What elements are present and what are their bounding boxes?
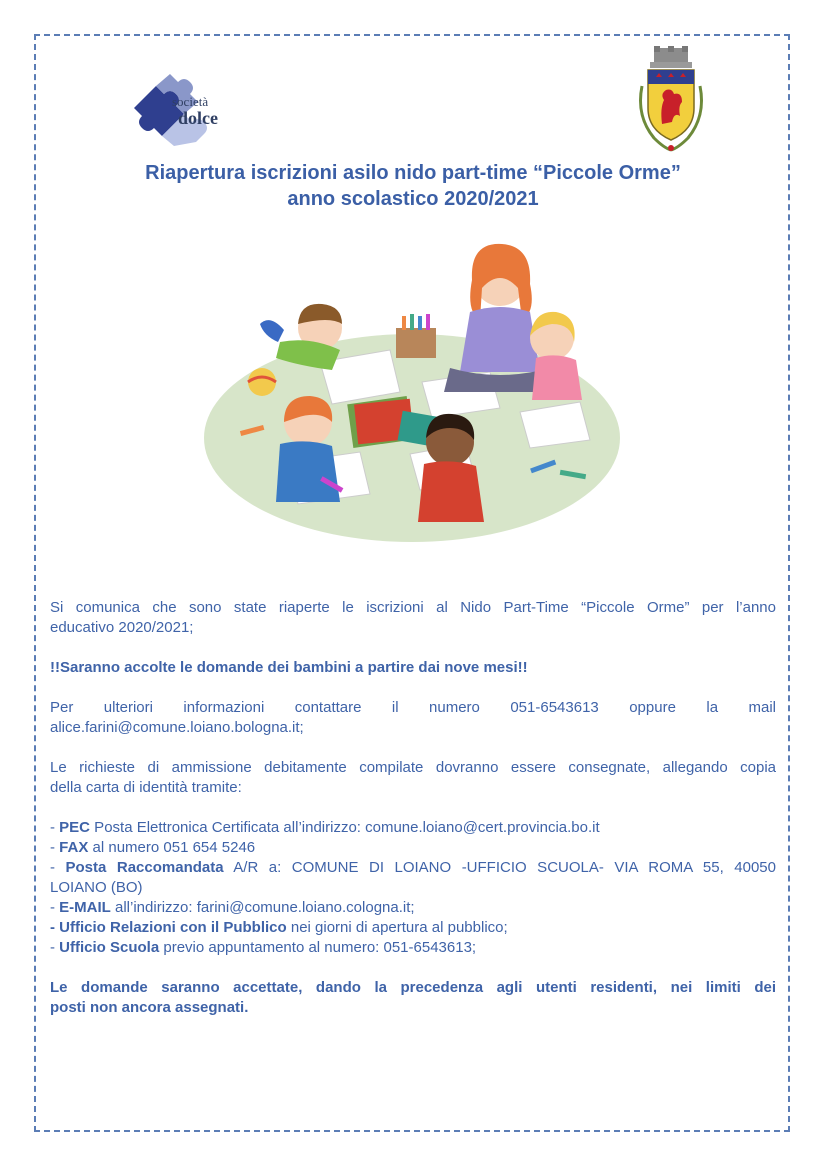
closing-line-1: Le domande saranno accettate, dando la precedenza agli utenti residenti, nei limiti dei — [50, 979, 776, 996]
comune-coat-of-arms — [634, 46, 708, 154]
coat-of-arms-icon — [634, 46, 708, 154]
method-email: - E-MAIL all’indirizzo: farini@comune.loiano.cologna.it; — [50, 899, 415, 916]
closing-paragraph — [50, 978, 776, 1018]
info-paragraph — [50, 698, 776, 738]
notice-paragraph: !!Saranno accolte le domande dei bambini a partire dai nove mesi!! — [50, 659, 528, 676]
method-posta: - Posta Raccomandata A/R a: COMUNE DI LOIANO -UFFICIO SCUOLA- VIA ROMA 55, 40050 — [50, 859, 776, 876]
societa-dolce-logo — [126, 68, 236, 146]
requests-line-1: Le richieste di ammissione debitamente compilate dovranno essere consegnate, allegando copia — [50, 759, 776, 776]
children-illustration-icon — [200, 232, 624, 550]
page-title — [60, 160, 766, 212]
methods-list — [50, 818, 776, 958]
method-urp: - Ufficio Relazioni con il Pubblico nei giorni di apertura al pubblico; — [50, 919, 508, 936]
title-line-2: anno scolastico 2020/2021 — [287, 188, 539, 210]
intro-line-2: educativo 2020/2021; — [50, 619, 194, 636]
closing-line-2: posti non ancora assegnati. — [50, 999, 249, 1016]
method-fax: - FAX al numero 051 654 5246 — [50, 839, 256, 856]
requests-line-2: della carta di identità tramite: — [50, 779, 242, 796]
children-drawing-illustration — [200, 232, 624, 550]
method-pec: - PEC Posta Elettronica Certificata all’indirizzo: comune.loiano@cert.provincia.bo.it — [50, 819, 600, 836]
intro-line-1: Si comunica che sono state riaperte le iscrizioni al Nido Part-Time “Piccole Orme” per l’anno — [50, 599, 776, 616]
requests-paragraph — [50, 758, 776, 798]
info-line-1: Per ulteriori informazioni contattare il numero 051-6543613 oppure la mail — [50, 699, 776, 716]
logo-text-dolce: dolce — [178, 108, 218, 128]
document-body — [50, 598, 776, 1018]
title-line-1: Riapertura iscrizioni asilo nido part-time “Piccole Orme” — [145, 162, 681, 184]
method-ufficio-scuola: - Ufficio Scuola previo appuntamento al numero: 051-6543613; — [50, 939, 477, 956]
info-line-2: alice.farini@comune.loiano.bologna.it; — [50, 719, 304, 736]
intro-paragraph — [50, 598, 776, 638]
logo-text-societa: società — [172, 94, 209, 109]
method-posta-line-2: LOIANO (BO) — [50, 879, 143, 896]
